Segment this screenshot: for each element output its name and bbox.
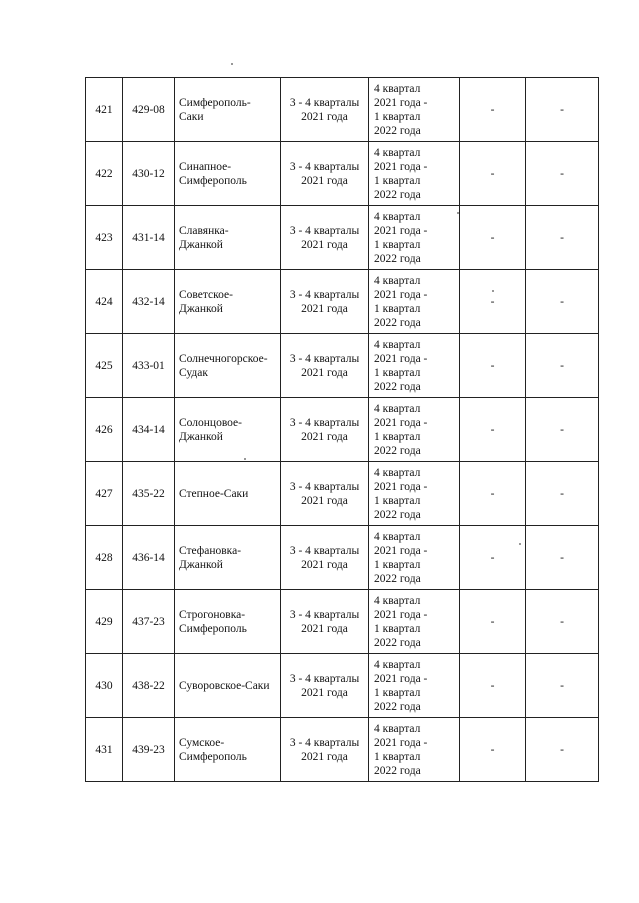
deadline-cell (369, 78, 460, 142)
table-row (86, 526, 599, 590)
row-number: 424 (86, 270, 123, 334)
deadline-cell (369, 206, 460, 270)
period-cell (281, 142, 369, 206)
period: 3 - 4 кварталы 2021 года (289, 736, 360, 763)
route-code: 432-14 (123, 270, 175, 334)
period: 3 - 4 кварталы 2021 года (289, 288, 360, 315)
deadline-cell (369, 270, 460, 334)
table-row (86, 718, 599, 782)
route-name-cell (175, 206, 281, 270)
routes-table (85, 77, 599, 782)
route-name-cell (175, 526, 281, 590)
column-a-value: - (460, 270, 526, 334)
period-cell (281, 334, 369, 398)
table-row (86, 142, 599, 206)
route-name: Сумское- Симферополь (179, 736, 247, 763)
deadline: 4 квартал 2021 года - 1 квартал 2022 года (374, 594, 428, 649)
period-cell (281, 398, 369, 462)
row-number: 426 (86, 398, 123, 462)
route-code: 439-23 (123, 718, 175, 782)
table-row (86, 590, 599, 654)
route-name: Симферополь- Саки (179, 96, 251, 123)
period: 3 - 4 кварталы 2021 года (289, 352, 360, 379)
deadline: 4 квартал 2021 года - 1 квартал 2022 года (374, 530, 428, 585)
route-name: Солнечногорское- Судак (179, 352, 268, 379)
column-b-value: - (526, 654, 599, 718)
route-code: 433-01 (123, 334, 175, 398)
column-a-value: - (460, 78, 526, 142)
table-row (86, 206, 599, 270)
scan-speck (457, 212, 459, 214)
deadline-cell (369, 462, 460, 526)
route-code: 431-14 (123, 206, 175, 270)
column-b-value: - (526, 398, 599, 462)
deadline: 4 квартал 2021 года - 1 квартал 2022 года (374, 82, 428, 137)
column-b-value: - (526, 78, 599, 142)
row-number: 430 (86, 654, 123, 718)
route-name: Суворовское-Саки (179, 679, 270, 692)
row-number: 425 (86, 334, 123, 398)
route-name: Строгоновка- Симферополь (179, 608, 247, 635)
deadline-cell (369, 398, 460, 462)
route-name-cell (175, 718, 281, 782)
route-code: 436-14 (123, 526, 175, 590)
table-row (86, 270, 599, 334)
row-number: 431 (86, 718, 123, 782)
period: 3 - 4 кварталы 2021 года (289, 160, 360, 187)
column-b-value: - (526, 334, 599, 398)
scan-speck (492, 290, 494, 292)
period: 3 - 4 кварталы 2021 года (289, 224, 360, 251)
route-name-cell (175, 142, 281, 206)
column-a-value: - (460, 142, 526, 206)
column-a-value: - (460, 590, 526, 654)
route-name-cell (175, 590, 281, 654)
row-number: 429 (86, 590, 123, 654)
column-a-value: - (460, 462, 526, 526)
column-a-value: - (460, 654, 526, 718)
deadline-cell (369, 654, 460, 718)
column-b-value: - (526, 462, 599, 526)
table-row (86, 78, 599, 142)
column-b-value: - (526, 718, 599, 782)
deadline: 4 квартал 2021 года - 1 квартал 2022 года (374, 210, 428, 265)
route-name: Солонцовое- Джанкой (179, 416, 242, 443)
column-a-value: - (460, 334, 526, 398)
column-b-value: - (526, 526, 599, 590)
column-a-value: - (460, 398, 526, 462)
table-row (86, 334, 599, 398)
route-code: 438-22 (123, 654, 175, 718)
route-name-cell (175, 334, 281, 398)
period-cell (281, 654, 369, 718)
table-row (86, 654, 599, 718)
deadline-cell (369, 142, 460, 206)
period: 3 - 4 кварталы 2021 года (289, 96, 360, 123)
deadline-cell (369, 590, 460, 654)
period: 3 - 4 кварталы 2021 года (289, 608, 360, 635)
deadline-cell (369, 334, 460, 398)
scan-speck (244, 458, 246, 460)
deadline-cell (369, 718, 460, 782)
period: 3 - 4 кварталы 2021 года (289, 544, 360, 571)
route-name: Синапное- Симферополь (179, 160, 247, 187)
route-name-cell (175, 654, 281, 718)
column-b-value: - (526, 142, 599, 206)
period-cell (281, 462, 369, 526)
route-code: 429-08 (123, 78, 175, 142)
column-b-value: - (526, 590, 599, 654)
column-a-value: - (460, 526, 526, 590)
deadline: 4 квартал 2021 года - 1 квартал 2022 года (374, 146, 428, 201)
period-cell (281, 718, 369, 782)
deadline: 4 квартал 2021 года - 1 квартал 2022 года (374, 466, 428, 521)
column-a-value: - (460, 206, 526, 270)
period: 3 - 4 кварталы 2021 года (289, 480, 360, 507)
period: 3 - 4 кварталы 2021 года (289, 672, 360, 699)
period-cell (281, 78, 369, 142)
route-name-cell (175, 398, 281, 462)
route-code: 434-14 (123, 398, 175, 462)
deadline: 4 квартал 2021 года - 1 квартал 2022 года (374, 402, 428, 457)
period-cell (281, 590, 369, 654)
deadline: 4 квартал 2021 года - 1 квартал 2022 года (374, 658, 428, 713)
deadline: 4 квартал 2021 года - 1 квартал 2022 года (374, 274, 428, 329)
route-name: Славянка- Джанкой (179, 224, 229, 251)
route-code: 435-22 (123, 462, 175, 526)
row-number: 422 (86, 142, 123, 206)
route-name: Стефановка- Джанкой (179, 544, 242, 571)
period-cell (281, 526, 369, 590)
row-number: 427 (86, 462, 123, 526)
column-b-value: - (526, 270, 599, 334)
route-name: Советское- Джанкой (179, 288, 233, 315)
scan-speck (519, 543, 521, 545)
column-b-value: - (526, 206, 599, 270)
route-code: 430-12 (123, 142, 175, 206)
column-a-value: - (460, 718, 526, 782)
period: 3 - 4 кварталы 2021 года (289, 416, 360, 443)
route-code: 437-23 (123, 590, 175, 654)
route-name-cell (175, 462, 281, 526)
period-cell (281, 206, 369, 270)
route-name: Степное-Саки (179, 487, 249, 500)
table-row (86, 462, 599, 526)
routes-table-body (86, 78, 599, 782)
row-number: 421 (86, 78, 123, 142)
row-number: 428 (86, 526, 123, 590)
scan-speck (231, 63, 233, 65)
row-number: 423 (86, 206, 123, 270)
table-row (86, 398, 599, 462)
deadline: 4 квартал 2021 года - 1 квартал 2022 года (374, 338, 428, 393)
deadline: 4 квартал 2021 года - 1 квартал 2022 года (374, 722, 428, 777)
route-name-cell (175, 270, 281, 334)
deadline-cell (369, 526, 460, 590)
route-name-cell (175, 78, 281, 142)
period-cell (281, 270, 369, 334)
